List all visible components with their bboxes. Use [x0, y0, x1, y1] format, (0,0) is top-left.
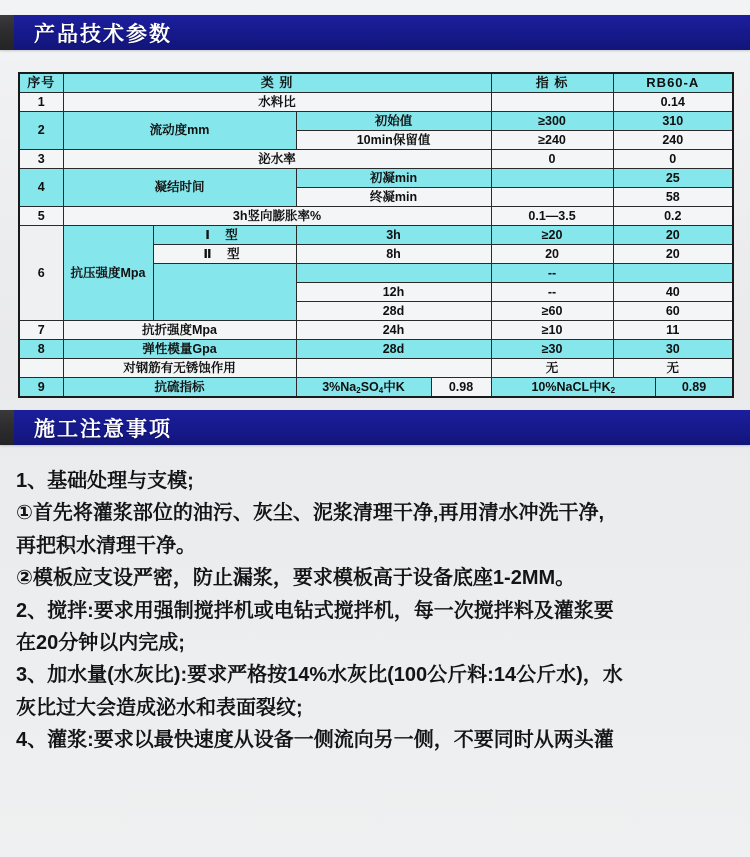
notes-section-title: 施工注意事项: [34, 417, 172, 441]
table-row: [19, 207, 733, 226]
cell-index: 20: [491, 245, 613, 264]
cell-model: 58: [613, 188, 733, 207]
cell-type: Ⅰ 型: [153, 226, 296, 245]
construction-notes-list: [0, 445, 750, 757]
cell-sub: 10min保留值: [296, 131, 491, 150]
cell-index: [491, 169, 613, 188]
test1-sub1: 2: [356, 385, 361, 395]
test1-prefix: 3%Na: [322, 379, 357, 394]
spec-table-wrapper: [0, 50, 750, 398]
header-index: 指 标: [491, 73, 613, 93]
table-row: [19, 150, 733, 169]
cell-no: 8: [19, 340, 63, 359]
cell-sub: 12h: [296, 283, 491, 302]
cell-category: 泌水率: [63, 150, 491, 169]
table-row: [19, 93, 733, 112]
note-line: 在20分钟以内完成;: [16, 631, 185, 654]
cell-index: ≥300: [491, 112, 613, 131]
table-row-sulfate: [19, 378, 733, 398]
cell-category: 对钢筋有无锈蚀作用: [63, 359, 296, 378]
cell-value1: 0.98: [431, 378, 491, 396]
cell-category: 抗折强度Mpa: [63, 321, 296, 340]
notes-banner-wrapper: [0, 398, 750, 445]
header-category: 类 别: [63, 73, 491, 93]
cell-sub: 3h: [296, 226, 491, 245]
note-line: 1、基础处理与支模;: [16, 470, 194, 492]
table-row: [19, 169, 733, 188]
cell-type: [153, 264, 296, 321]
note-line: 再把积水清理干净。: [16, 534, 196, 557]
cell-model: 60: [613, 302, 733, 321]
cell-model: 25: [613, 169, 733, 188]
note-line: 3、加水量(水灰比):要求严格按14%水灰比(100公斤料:14公斤水)，水: [16, 664, 623, 687]
cell-model: 30: [613, 340, 733, 359]
cell-test1: [297, 378, 432, 396]
cell-test2: [492, 378, 656, 396]
banner-accent-block: [0, 15, 14, 50]
cell-sulfate-tests: [296, 378, 491, 398]
table-row: [19, 226, 733, 245]
test1-sub2: 4: [378, 385, 384, 395]
cell-no: [19, 359, 63, 378]
cell-model: 20: [613, 245, 733, 264]
test1-suffix: 中K: [383, 379, 405, 394]
spec-section-title: 产品技术参数: [34, 22, 172, 46]
cell-no: 3: [19, 150, 63, 169]
cell-sub: [296, 359, 491, 378]
cell-sulfate-tests-2: [491, 378, 733, 398]
table-row: [19, 112, 733, 131]
spec-banner-wrapper: [0, 0, 750, 50]
cell-index: 无: [491, 359, 613, 378]
cell-index: [491, 188, 613, 207]
header-no: 序号: [19, 73, 63, 93]
header-model: RB60-A: [613, 73, 733, 93]
cell-category: 流动度mm: [63, 112, 296, 150]
cell-index: ≥60: [491, 302, 613, 321]
cell-sub: 28d: [296, 340, 491, 359]
note-line: 4、灌浆:要求以最快速度从设备一侧流向另一侧，不要同时从两头灌: [16, 729, 614, 752]
spec-table: [18, 72, 734, 398]
cell-sub: [296, 264, 491, 283]
cell-value2: 0.89: [681, 379, 707, 394]
cell-no: 6: [19, 226, 63, 321]
cell-model: 240: [613, 131, 733, 150]
cell-index: [491, 93, 613, 112]
cell-index: 0.1—3.5: [491, 207, 613, 226]
cell-model: 无: [613, 359, 733, 378]
cell-sub: 初始值: [296, 112, 491, 131]
cell-model: [613, 264, 733, 283]
cell-category: 抗压强度Mpa: [63, 226, 153, 321]
cell-category: 弹性模量Gpa: [63, 340, 296, 359]
cell-no: 1: [19, 93, 63, 112]
cell-model: 20: [613, 226, 733, 245]
cell-model: 40: [613, 283, 733, 302]
cell-index: ≥20: [491, 226, 613, 245]
test2-sub: 2: [610, 385, 616, 395]
table-header-row: [19, 73, 733, 93]
note-line: 灰比过大会造成泌水和表面裂纹;: [16, 696, 303, 719]
cell-category: 水料比: [63, 93, 491, 112]
notes-section-banner: [0, 410, 750, 445]
cell-index: 0: [491, 150, 613, 169]
spec-section-banner: [0, 15, 750, 50]
cell-index: ≥10: [491, 321, 613, 340]
cell-sub: 28d: [296, 302, 491, 321]
cell-index: --: [491, 264, 613, 283]
cell-no: 5: [19, 207, 63, 226]
cell-model: 11: [613, 321, 733, 340]
cell-index: ≥240: [491, 131, 613, 150]
table-row: [19, 321, 733, 340]
note-line: ①首先将灌浆部位的油污、灰尘、泥浆清理干净,再用清水冲洗干净,: [16, 502, 605, 525]
cell-category: 3h竖向膨胀率%: [63, 207, 491, 226]
note-line: ②模板应支设严密，防止漏浆，要求模板高于设备底座1-2MM。: [16, 567, 576, 590]
cell-no: 7: [19, 321, 63, 340]
table-row: [19, 340, 733, 359]
cell-index: --: [491, 283, 613, 302]
cell-model: 310: [613, 112, 733, 131]
table-row: [19, 359, 733, 378]
cell-sub: 24h: [296, 321, 491, 340]
cell-model: 0: [613, 150, 733, 169]
test2-prefix: 10%NaCL中K: [531, 379, 611, 394]
cell-no: 9: [19, 378, 63, 398]
cell-category: 凝结时间: [63, 169, 296, 207]
cell-index: ≥30: [491, 340, 613, 359]
cell-sub: 终凝min: [296, 188, 491, 207]
cell-no: 2: [19, 112, 63, 150]
cell-model: 0.2: [613, 207, 733, 226]
note-line: 2、搅拌:要求用强制搅拌机或电钻式搅拌机，每一次搅拌料及灌浆要: [16, 599, 614, 622]
cell-model: 0.14: [613, 93, 733, 112]
test1-mid: SO: [360, 379, 379, 394]
banner-accent-block-2: [0, 410, 14, 445]
cell-no: 4: [19, 169, 63, 207]
cell-sub: 8h: [296, 245, 491, 264]
cell-type: Ⅱ 型: [153, 245, 296, 264]
cell-sub: 初凝min: [296, 169, 491, 188]
cell-category: 抗硫指标: [63, 378, 296, 398]
